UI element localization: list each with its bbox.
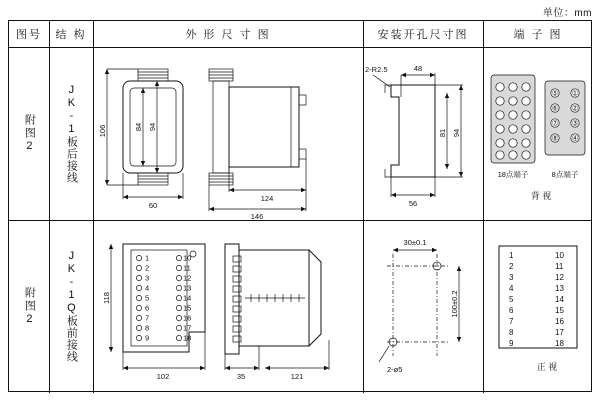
svg-text:48: 48: [413, 64, 423, 73]
row1-structure: [49, 47, 93, 220]
svg-text:⑦: ⑦: [551, 118, 559, 128]
svg-text:1: 1: [145, 253, 150, 263]
svg-text:8: 8: [509, 328, 514, 337]
row1-structure-text: JK-1板后接线: [65, 83, 78, 184]
svg-text:14: 14: [555, 295, 564, 304]
svg-text:124: 124: [260, 194, 274, 203]
svg-text:30±0.1: 30±0.1: [403, 238, 427, 247]
svg-text:118: 118: [102, 292, 111, 304]
svg-text:146: 146: [250, 212, 264, 220]
svg-text:84: 84: [134, 122, 143, 132]
row2-terminal-diagram: [483, 220, 593, 392]
svg-text:13: 13: [555, 284, 564, 293]
spec-table: [8, 20, 592, 392]
svg-text:7: 7: [145, 313, 150, 323]
svg-text:4: 4: [509, 284, 514, 293]
svg-text:15: 15: [183, 303, 192, 313]
svg-text:2: 2: [509, 262, 514, 271]
svg-text:94: 94: [452, 128, 461, 138]
header-terminal: 端 子 图: [513, 29, 563, 41]
row2-mounting-drawing: [363, 220, 483, 392]
row2-fig-no: [9, 220, 49, 393]
svg-text:14: 14: [183, 293, 192, 303]
svg-text:②: ②: [571, 103, 579, 113]
svg-text:10: 10: [555, 251, 564, 260]
svg-text:106: 106: [98, 124, 107, 138]
svg-text:11: 11: [183, 263, 191, 273]
svg-text:④: ④: [571, 133, 579, 143]
svg-text:56: 56: [408, 199, 418, 208]
row2-structure-text: JK-1Q板前接线: [65, 250, 78, 363]
svg-text:背 视: 背 视: [530, 191, 552, 201]
svg-text:2-R2.5: 2-R2.5: [365, 65, 388, 74]
svg-text:5: 5: [509, 295, 514, 304]
svg-text:1: 1: [509, 251, 514, 260]
svg-text:17: 17: [555, 328, 564, 337]
svg-text:9: 9: [509, 339, 514, 348]
svg-text:8: 8: [145, 323, 150, 333]
svg-text:10: 10: [183, 253, 192, 263]
svg-text:6: 6: [145, 303, 150, 313]
svg-text:15: 15: [555, 306, 564, 315]
svg-text:4: 4: [145, 283, 150, 293]
svg-text:13: 13: [183, 283, 192, 293]
svg-text:⑧: ⑧: [551, 133, 559, 143]
svg-text:正 视: 正 视: [536, 362, 558, 372]
svg-text:35: 35: [236, 372, 246, 381]
svg-text:60: 60: [148, 201, 158, 210]
row2-outline-drawing: [93, 220, 363, 392]
svg-text:17: 17: [183, 323, 192, 333]
svg-text:18: 18: [555, 339, 564, 348]
svg-text:2-ø5: 2-ø5: [387, 365, 403, 374]
svg-text:11: 11: [555, 262, 564, 271]
svg-text:81: 81: [438, 128, 447, 138]
row1-fig-no-text: 附图2: [23, 113, 36, 154]
svg-text:7: 7: [509, 317, 514, 326]
svg-text:18点端子: 18点端子: [497, 170, 529, 179]
svg-text:94: 94: [148, 122, 157, 132]
header-structure: 结 构: [55, 29, 87, 41]
header-fig-no: 图号: [16, 29, 42, 41]
svg-text:100±0.2: 100±0.2: [450, 290, 459, 318]
svg-text:③: ③: [571, 118, 579, 128]
svg-text:3: 3: [145, 273, 150, 283]
row2-structure: [49, 220, 93, 393]
svg-text:12: 12: [183, 273, 192, 283]
header-mounting: 安装开孔尺寸图: [377, 29, 469, 41]
row1-outline-drawing: [93, 47, 363, 220]
svg-text:⑤: ⑤: [551, 88, 559, 98]
svg-text:⑥: ⑥: [551, 103, 559, 113]
row1-fig-no: [9, 47, 49, 220]
header-outline: 外 形 尺 寸 图: [185, 29, 271, 41]
svg-text:121: 121: [290, 372, 304, 381]
svg-text:2: 2: [145, 263, 150, 273]
svg-text:9: 9: [145, 333, 150, 343]
svg-text:16: 16: [555, 317, 564, 326]
row1-mounting-drawing: [363, 47, 483, 220]
svg-text:16: 16: [183, 313, 192, 323]
svg-text:6: 6: [509, 306, 514, 315]
svg-text:18: 18: [183, 333, 192, 343]
svg-text:5: 5: [145, 293, 150, 303]
unit-note: 单位：mm: [542, 8, 592, 19]
svg-text:①: ①: [571, 88, 579, 98]
row2-fig-no-text: 附图2: [23, 286, 36, 327]
svg-text:3: 3: [509, 273, 514, 282]
svg-text:8点端子: 8点端子: [551, 170, 579, 179]
svg-text:12: 12: [555, 273, 564, 282]
row1-terminal-diagram: [483, 47, 593, 220]
svg-text:102: 102: [156, 372, 170, 381]
